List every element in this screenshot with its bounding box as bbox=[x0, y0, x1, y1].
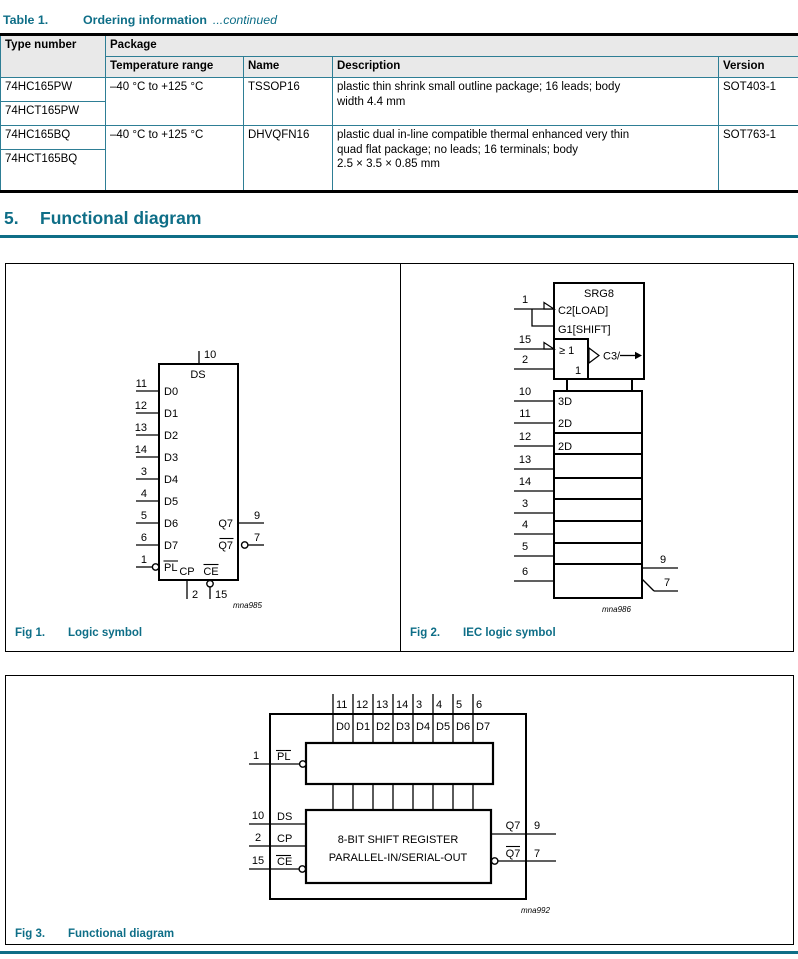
fig1-caption bbox=[15, 627, 142, 639]
fig2-iec-symbol-drawing bbox=[401, 264, 793, 619]
or-out-label: 1 bbox=[574, 365, 582, 377]
fig1-pin-lines bbox=[136, 351, 264, 599]
cp-label: CP bbox=[179, 566, 195, 578]
description-line: width 4.4 mm bbox=[337, 95, 406, 108]
cell-package-name: TSSOP16 bbox=[244, 78, 333, 126]
pin-number: 15 bbox=[251, 855, 265, 867]
section-heading bbox=[4, 208, 201, 229]
cell-type-number: 74HC165BQ bbox=[1, 126, 106, 150]
fig2-caption-text: IEC logic symbol bbox=[463, 627, 556, 639]
col-header-type-number: Type number bbox=[1, 35, 106, 78]
pin-number: 10 bbox=[518, 386, 532, 398]
pin-number: 14 bbox=[134, 444, 147, 456]
table-title-text: Ordering information bbox=[83, 13, 207, 27]
fig1-caption-text: Logic symbol bbox=[68, 627, 143, 639]
pin-number: 6 bbox=[140, 532, 147, 544]
data-input-label: D0 bbox=[336, 721, 351, 733]
description-line: plastic thin shrink small outline package; 16 leads; body bbox=[337, 81, 621, 93]
register-title-line1: 8-BIT SHIFT REGISTER bbox=[337, 834, 459, 846]
table-title bbox=[3, 13, 277, 27]
c3-label: C3/ bbox=[603, 350, 621, 363]
c2-dynamic-triangle bbox=[544, 303, 554, 310]
section-rule bbox=[0, 235, 798, 238]
pin-number: 1 bbox=[252, 750, 260, 762]
pin-number: 4 bbox=[140, 488, 147, 500]
cell-type-number: 74HCT165PW bbox=[1, 102, 106, 126]
data-input-label: D6 bbox=[456, 721, 471, 733]
pin-number: 3 bbox=[140, 466, 147, 478]
ce-label: CE bbox=[277, 856, 293, 868]
section-title: Functional diagram bbox=[40, 208, 202, 228]
register-title-line2: PARALLEL-IN/SERIAL-OUT bbox=[328, 852, 468, 864]
table-number-label: Table 1. bbox=[3, 13, 49, 27]
cp-label: CP bbox=[277, 833, 293, 845]
figure-box-functional-diagram bbox=[5, 675, 794, 945]
pin-number: 5 bbox=[521, 541, 529, 553]
section-number: 5. bbox=[4, 208, 19, 228]
ds-label: DS bbox=[277, 811, 293, 823]
description-line: plastic dual in-line compatible thermal enhanced very thin bbox=[337, 129, 630, 141]
drawing-id: mna985 bbox=[233, 601, 262, 610]
drawing-id: mna992 bbox=[521, 906, 550, 915]
load-register-block bbox=[306, 743, 493, 784]
col-header-package: Package bbox=[106, 35, 798, 57]
data-input-label: D7 bbox=[476, 721, 491, 733]
figure-box-logic-symbols bbox=[5, 263, 794, 652]
table-continued-note: ...continued bbox=[212, 13, 277, 27]
col-header-version: Version bbox=[719, 57, 798, 78]
cell-version: SOT403-1 bbox=[719, 78, 798, 126]
q7b-bubble bbox=[492, 858, 498, 864]
port-label: D6 bbox=[164, 518, 179, 530]
data-input-label: D2 bbox=[376, 721, 391, 733]
pin-number: 14 bbox=[396, 699, 409, 711]
c3-dynamic-triangle bbox=[544, 343, 554, 350]
pin-number: 13 bbox=[376, 699, 389, 711]
cell-description bbox=[333, 126, 719, 192]
cell-type-number: 74HCT165BQ bbox=[1, 150, 106, 192]
pin-number: 2 bbox=[521, 354, 529, 366]
description-line: quad flat package; no leads; 16 terminals; body bbox=[337, 143, 579, 156]
pin-number: 2 bbox=[254, 832, 262, 844]
fig1-logic-symbol-drawing bbox=[6, 264, 400, 619]
pin-number: 9 bbox=[659, 554, 667, 566]
table-row bbox=[1, 78, 798, 102]
fig2-pin-lines bbox=[514, 309, 678, 591]
col-header-name: Name bbox=[244, 57, 333, 78]
pin-number: 4 bbox=[521, 519, 529, 531]
cell-type-number: 74HC165PW bbox=[1, 78, 106, 102]
cell-version: SOT763-1 bbox=[719, 126, 798, 192]
pin-number: 12 bbox=[518, 431, 532, 443]
q7b-label: Q7 bbox=[218, 540, 233, 552]
page-bottom-rule bbox=[0, 951, 798, 954]
ce-bubble bbox=[207, 581, 213, 587]
pin-number: 11 bbox=[336, 699, 348, 711]
fig3-functional-drawing bbox=[6, 676, 793, 921]
pin-number: 7 bbox=[253, 532, 261, 544]
fig2-caption bbox=[410, 627, 556, 639]
pin-number: 3 bbox=[416, 699, 423, 711]
block-label: SRG8 bbox=[584, 288, 614, 300]
description-line: 2.5 × 3.5 × 0.85 mm bbox=[337, 158, 440, 171]
q7b-label: Q7 bbox=[505, 848, 521, 860]
pin-number: 11 bbox=[519, 408, 531, 420]
port-label: D7 bbox=[164, 540, 179, 552]
pin-number: 6 bbox=[521, 566, 529, 578]
port-label: D0 bbox=[164, 386, 179, 398]
port-label: D1 bbox=[164, 408, 179, 420]
fig3-caption-label: Fig 3. bbox=[15, 928, 46, 940]
pin-number: 4 bbox=[436, 699, 443, 711]
ds-label: DS bbox=[190, 369, 206, 381]
pin-number: 12 bbox=[134, 400, 147, 412]
c3-output-triangle bbox=[589, 348, 599, 363]
pin-number: 12 bbox=[356, 699, 369, 711]
pin-number: 5 bbox=[456, 699, 463, 711]
cell-label: 2D bbox=[558, 441, 573, 453]
cell-label: 2D bbox=[558, 418, 573, 430]
drawing-id: mna986 bbox=[602, 605, 631, 614]
data-input-label: D5 bbox=[436, 721, 451, 733]
pin-number: 7 bbox=[663, 577, 671, 589]
q7b-bubble bbox=[242, 542, 248, 548]
pin-number: 11 bbox=[135, 378, 147, 390]
data-input-label: D1 bbox=[356, 721, 371, 733]
port-label: D4 bbox=[164, 474, 179, 486]
ce-bubble bbox=[299, 866, 305, 872]
pin-number: 9 bbox=[253, 510, 261, 522]
pin-number: 5 bbox=[140, 510, 147, 522]
q7-label: Q7 bbox=[218, 518, 233, 530]
q7-label: Q7 bbox=[505, 820, 521, 832]
ce-label: CE bbox=[203, 566, 219, 578]
or-gate-label: ≥ 1 bbox=[559, 345, 575, 357]
pin-number: 13 bbox=[134, 422, 147, 434]
pl-bubble bbox=[300, 761, 306, 767]
pin-number: 13 bbox=[518, 454, 532, 466]
shift-direction-arrowhead bbox=[635, 352, 642, 359]
pl-bubble bbox=[152, 564, 158, 570]
pin-number: 15 bbox=[215, 589, 228, 601]
g1-shift-label: G1[SHIFT] bbox=[558, 324, 611, 336]
fig3-caption-text: Functional diagram bbox=[68, 928, 175, 940]
fig3-caption bbox=[15, 928, 174, 940]
port-label: D3 bbox=[164, 452, 179, 464]
pin-number: 2 bbox=[192, 589, 199, 601]
col-header-description: Description bbox=[333, 57, 719, 78]
cell-description bbox=[333, 78, 719, 126]
ordering-table bbox=[0, 33, 798, 193]
table-row bbox=[1, 126, 798, 150]
data-input-label: D3 bbox=[396, 721, 411, 733]
cell-temperature-range: –40 °C to +125 °C bbox=[106, 78, 244, 126]
cell-temperature-range: –40 °C to +125 °C bbox=[106, 126, 244, 192]
pin-number: 10 bbox=[251, 810, 265, 822]
pin-number: 9 bbox=[533, 820, 541, 832]
data-input-label: D4 bbox=[416, 721, 431, 733]
c2-load-label: C2[LOAD] bbox=[558, 305, 609, 317]
pin-number: 7 bbox=[533, 848, 541, 860]
pin-number: 3 bbox=[521, 498, 529, 510]
col-header-temperature-range: Temperature range bbox=[106, 57, 244, 78]
cell-package-name: DHVQFN16 bbox=[244, 126, 333, 192]
pin-number: 6 bbox=[476, 699, 483, 711]
pin-number: 10 bbox=[204, 349, 217, 361]
pin-number: 1 bbox=[140, 554, 147, 566]
pl-label: PL bbox=[164, 562, 178, 574]
pl-label: PL bbox=[277, 751, 291, 763]
pin-number: 14 bbox=[518, 476, 532, 488]
pin-number: 15 bbox=[518, 334, 532, 346]
pin-number: 1 bbox=[521, 294, 529, 306]
port-label: D2 bbox=[164, 430, 179, 442]
fig1-caption-label: Fig 1. bbox=[15, 627, 46, 639]
port-label: D5 bbox=[164, 496, 179, 508]
fig2-caption-label: Fig 2. bbox=[410, 627, 441, 639]
cell-label: 3D bbox=[558, 396, 573, 408]
shift-register-block bbox=[306, 810, 491, 883]
